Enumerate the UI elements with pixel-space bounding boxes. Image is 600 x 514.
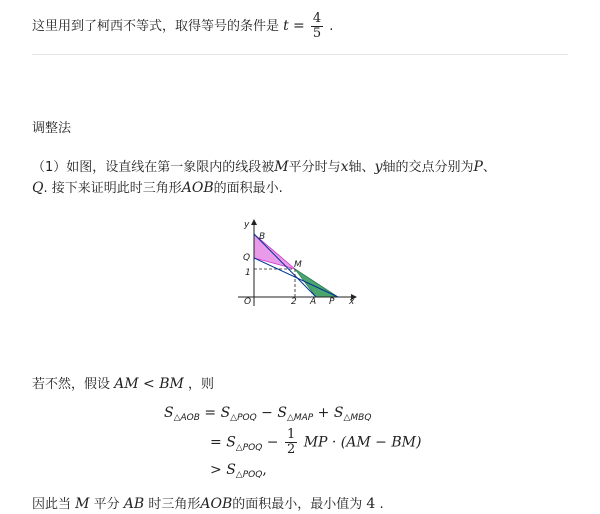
part1-text-e: 、	[482, 160, 496, 175]
intro-line	[32, 12, 333, 41]
op-minus: −	[266, 434, 279, 451]
sub-POQ: △POQ	[235, 470, 263, 480]
sub-AOB: △AOB	[173, 413, 200, 423]
conclusion-text-c: 时三角形	[148, 497, 201, 512]
sub-MBQ: △MBQ	[343, 413, 372, 423]
sub-MAP: △MAP	[286, 413, 314, 423]
conclusion-end: .	[379, 497, 384, 512]
part1-line2	[32, 177, 283, 196]
part1-text-g: 的面积最小.	[213, 181, 283, 196]
derivation-row-1	[164, 405, 371, 421]
intro-eq: =	[292, 18, 305, 34]
section-heading: 调整法	[32, 121, 72, 136]
derivation-row-3	[210, 462, 267, 478]
derivation-row-2	[210, 428, 421, 457]
label-O: O	[244, 297, 252, 307]
conclusion-text-b: 平分	[93, 497, 120, 512]
intro-end: .	[329, 19, 334, 34]
intro-text: 这里用到了柯西不等式，取得等号的条件是	[32, 19, 280, 34]
conclusion-text-a: 因此当	[32, 497, 72, 512]
assume-line	[32, 373, 214, 392]
assume-text-a: 若不然，假设	[32, 377, 111, 392]
part1-y: y	[374, 159, 383, 175]
half-den: 2	[286, 442, 296, 457]
label-Q: Q	[243, 253, 251, 263]
sym-S: S	[277, 405, 287, 421]
op-plus: +	[317, 405, 330, 421]
intro-frac-den: 5	[312, 26, 322, 41]
triangle-MAP	[295, 269, 338, 297]
part1-line1	[32, 156, 496, 175]
label-P: P	[329, 297, 335, 307]
intro-fraction	[311, 12, 323, 41]
label-B: B	[259, 232, 266, 242]
section-divider	[32, 54, 568, 55]
sym-S: S	[226, 462, 236, 478]
half-fraction	[285, 428, 297, 457]
sub-POQ: △POQ	[235, 442, 263, 453]
part1-text-b: 平分时与	[288, 160, 341, 175]
label-A: A	[310, 297, 317, 307]
conclusion-M: M	[75, 496, 90, 512]
part1-P: P	[473, 159, 483, 175]
sym-S: S	[164, 405, 174, 421]
conclusion-value: 4	[366, 496, 376, 512]
part1-text-d: 轴的交点分别为	[382, 160, 474, 175]
assume-text-b: ，则	[188, 377, 215, 392]
assume-expr: AM < BM	[114, 376, 184, 392]
part1-text-f: . 接下来证明此时三角形	[43, 181, 182, 196]
sym-S: S	[226, 434, 236, 451]
sym-S: S	[333, 405, 344, 421]
part1-AOB: AOB	[181, 180, 214, 196]
half-num: 1	[286, 427, 296, 442]
part1-text-c: 轴、	[348, 160, 375, 175]
sym-S: S	[220, 405, 231, 421]
intro-var-t: t	[283, 18, 289, 34]
geometry-figure	[232, 212, 370, 308]
label-M: M	[294, 260, 302, 270]
sub-POQ: △POQ	[230, 413, 257, 423]
conclusion-AOB: AOB	[200, 496, 233, 512]
part1-text-a: （1）如图，设直线在第一象限内的线段被	[32, 160, 275, 175]
part1-x: x	[340, 159, 349, 175]
op-minus: −	[261, 405, 273, 421]
label-y: y	[244, 220, 250, 230]
intro-frac-num: 4	[312, 11, 322, 26]
conclusion-AB: AB	[123, 496, 145, 512]
op-gt: >	[210, 462, 222, 478]
part1-M: M	[274, 159, 289, 175]
op-comma: ,	[262, 462, 267, 478]
label-x: x	[349, 297, 355, 307]
mid-expression: MP · (AM − BM)	[303, 434, 422, 451]
line-BA	[254, 234, 316, 297]
part1-Q: Q	[32, 180, 44, 196]
op-eq: =	[210, 434, 222, 451]
op-eq: =	[204, 405, 217, 421]
label-1: 1	[245, 268, 251, 278]
label-2: 2	[291, 297, 297, 307]
conclusion-text-d: 的面积最小，最小值为	[232, 497, 363, 512]
conclusion-line	[32, 493, 384, 512]
